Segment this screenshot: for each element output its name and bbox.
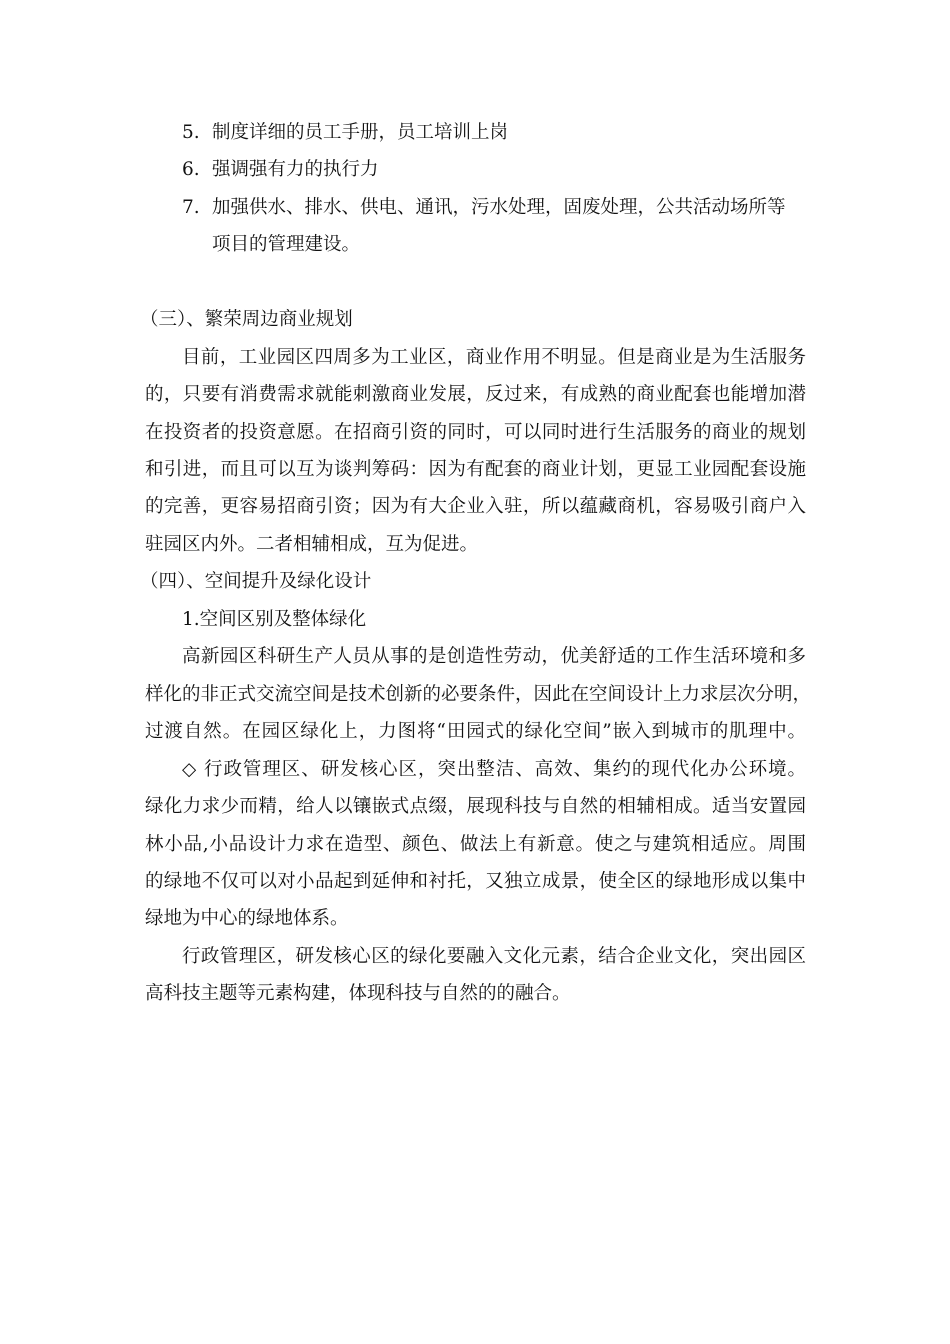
list-item [182,158,379,182]
paragraph-line: 驻园区内外。二者相辅相成，互为促进。 [145,534,479,555]
paragraph-line: 和引进，而且可以互为谈判筹码：因为有配套的商业计划，更显工业园配套设施 [145,459,806,480]
paragraph-line: 绿化力求少而精，给人以镶嵌式点缀，展现科技与自然的相辅相成。适当安置园 [145,796,806,817]
paragraph-line: 目前，工业园区四周多为工业区，商业作用不明显。但是商业是为生活服务 [182,347,806,368]
list-text: 强调强有力的执行力 [212,159,379,180]
paragraph-line: 的，只要有消费需求就能刺激商业发展，反过来，有成熟的商业配套也能增加潜 [145,384,806,405]
paragraph-line: 高科技主题等元素构建，体现科技与自然的的融合。 [145,983,571,1004]
paragraph-line: 的完善，更容易招商引资；因为有大企业入驻，所以蕴藏商机，容易吸引商户入 [145,496,806,517]
paragraph-line: ◇ 行政管理区、研发核心区，突出整洁、高效、集约的现代化办公环境。 [182,759,806,780]
section-heading: （三）、繁荣周边商业规划 [140,309,353,330]
paragraph-line: 林小品,小品设计力求在造型、颜色、做法上有新意。使之与建筑相适应。周围 [145,834,806,855]
section-heading: （四）、空间提升及绿化设计 [140,571,372,592]
paragraph-line: 高新园区科研生产人员从事的是创造性劳动，优美舒适的工作生活环境和多 [182,646,806,667]
list-text: 制度详细的员工手册，员工培训上岗 [212,122,509,143]
paragraph-line: 在投资者的投资意愿。在招商引资的同时，可以同时进行生活服务的商业的规划 [145,422,806,443]
paragraph-line: 的绿地不仅可以对小品起到延伸和衬托，又独立成景，使全区的绿地形成以集中 [145,871,806,892]
list-number: 7. [182,197,200,218]
subheading: 1.空间区别及整体绿化 [182,609,367,630]
paragraph-line: 样化的非正式交流空间是技术创新的必要条件，因此在空间设计上力求层次分明， [145,684,812,705]
list-item-continuation: 项目的管理建设。 [212,234,361,255]
paragraph-line: 行政管理区，研发核心区的绿化要融入文化元素，结合企业文化，突出园区 [182,946,806,967]
list-number: 5. [182,122,200,143]
paragraph-line: 绿地为中心的绿地体系。 [145,908,349,929]
list-item [182,196,786,220]
list-number: 6. [182,159,200,180]
list-text: 加强供水、排水、供电、通讯，污水处理，固废处理，公共活动场所等 [212,197,786,218]
list-item [182,121,508,145]
paragraph-line: 过渡自然。在园区绿化上，力图将“田园式的绿化空间”嵌入到城市的肌理中。 [145,721,806,742]
